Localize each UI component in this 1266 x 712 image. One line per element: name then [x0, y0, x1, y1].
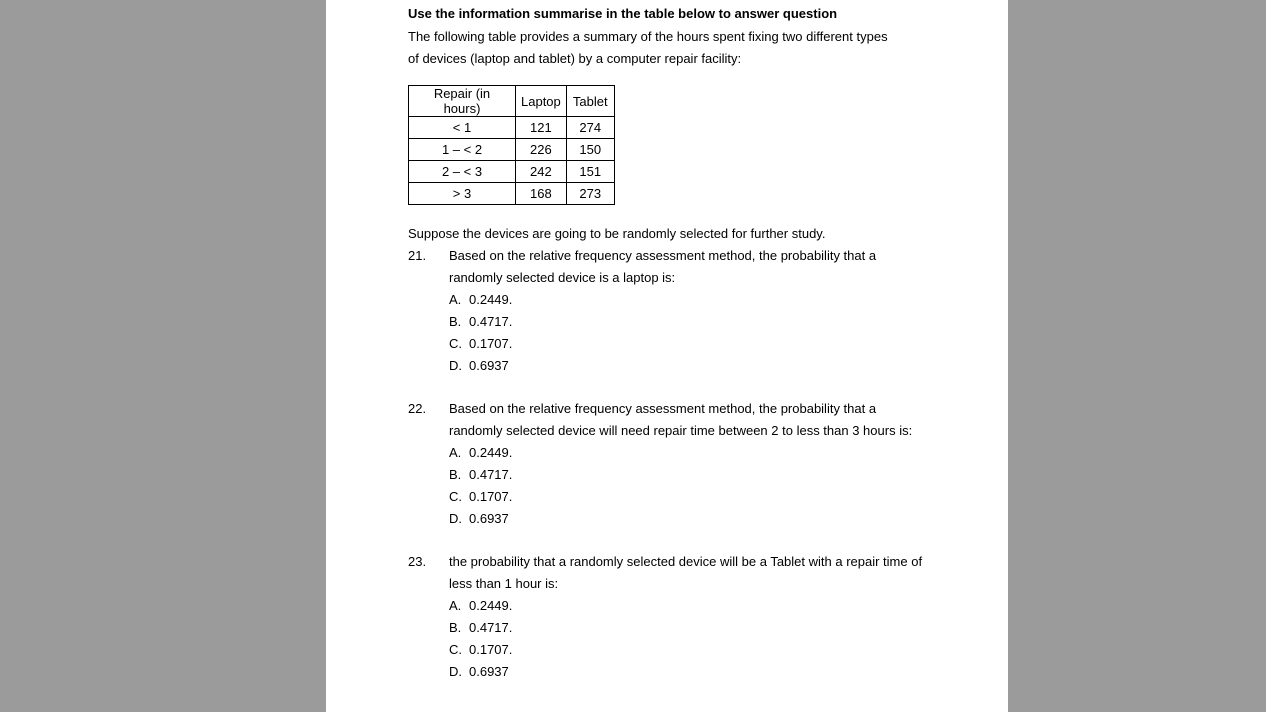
- repair-hours-table: [408, 85, 615, 205]
- option-letter: D.: [449, 511, 462, 526]
- table-row: [409, 183, 615, 205]
- option-value: 0.2449.: [469, 598, 513, 613]
- option-value: 0.2449.: [469, 445, 513, 460]
- answer-options: [449, 289, 968, 377]
- column-header-tablet: Tablet: [566, 86, 614, 117]
- option-value: 0.1707.: [469, 642, 513, 657]
- table-row: [409, 117, 615, 139]
- option-value: 0.2449.: [469, 292, 513, 307]
- supposition-text: Suppose the devices are going to be randomly selected for further study.: [408, 226, 826, 241]
- repair-range-cell: < 1: [409, 117, 516, 139]
- laptop-count-cell: 226: [516, 139, 567, 161]
- option-letter: B.: [449, 314, 462, 329]
- option-value: 0.4717.: [469, 620, 513, 635]
- answer-option: [449, 333, 968, 355]
- table-row: [409, 139, 615, 161]
- option-letter: B.: [449, 467, 462, 482]
- option-letter: A.: [449, 598, 462, 613]
- option-letter: A.: [449, 445, 462, 460]
- question-number: 21.: [408, 248, 427, 263]
- option-letter: B.: [449, 620, 462, 635]
- question-number: 23.: [408, 554, 427, 569]
- page-content: [408, 4, 968, 683]
- section-heading: Use the information summarise in the table below to answer question: [408, 6, 838, 21]
- answer-option: [449, 617, 968, 639]
- tablet-count-cell: 274: [566, 117, 614, 139]
- repair-range-cell: > 3: [409, 183, 516, 205]
- answer-option: [449, 311, 968, 333]
- question-text: Based on the relative frequency assessment method, the probability that a randomly selected device will need repair time between 2 to less than 3 hours is:: [449, 401, 913, 438]
- laptop-count-cell: 168: [516, 183, 567, 205]
- option-value: 0.6937: [469, 511, 509, 526]
- question-21: [408, 245, 968, 377]
- table-row: [409, 161, 615, 183]
- question-22: [408, 398, 968, 530]
- option-letter: C.: [449, 489, 462, 504]
- option-value: 0.1707.: [469, 336, 513, 351]
- answer-option: [449, 289, 968, 311]
- question-text: the probability that a randomly selected device will be a Tablet with a repair time of less than 1 hour is:: [449, 554, 923, 591]
- answer-option: [449, 508, 968, 530]
- answer-option: [449, 464, 968, 486]
- tablet-count-cell: 150: [566, 139, 614, 161]
- intro-paragraph: The following table provides a summary of the hours spent fixing two different types of devices (laptop and tablet) by a computer repair facility:: [408, 29, 888, 66]
- laptop-count-cell: 121: [516, 117, 567, 139]
- option-value: 0.6937: [469, 664, 509, 679]
- answer-options: [449, 595, 968, 683]
- document-page: [326, 0, 1008, 712]
- answer-option: [449, 486, 968, 508]
- option-value: 0.4717.: [469, 467, 513, 482]
- option-value: 0.6937: [469, 358, 509, 373]
- question-text: Based on the relative frequency assessment method, the probability that a randomly selected device is a laptop is:: [449, 248, 877, 285]
- column-header-repair: Repair (in hours): [409, 86, 516, 117]
- answer-option: [449, 661, 968, 683]
- option-value: 0.1707.: [469, 489, 513, 504]
- option-letter: C.: [449, 642, 462, 657]
- answer-option: [449, 639, 968, 661]
- question-23: [408, 551, 968, 683]
- option-letter: D.: [449, 664, 462, 679]
- answer-option: [449, 595, 968, 617]
- tablet-count-cell: 273: [566, 183, 614, 205]
- option-letter: C.: [449, 336, 462, 351]
- laptop-count-cell: 242: [516, 161, 567, 183]
- option-value: 0.4717.: [469, 314, 513, 329]
- option-letter: D.: [449, 358, 462, 373]
- repair-range-cell: 2 – < 3: [409, 161, 516, 183]
- answer-option: [449, 355, 968, 377]
- column-header-laptop: Laptop: [516, 86, 567, 117]
- option-letter: A.: [449, 292, 462, 307]
- repair-range-cell: 1 – < 2: [409, 139, 516, 161]
- answer-option: [449, 442, 968, 464]
- question-number: 22.: [408, 401, 427, 416]
- table-header-row: [409, 86, 615, 117]
- answer-options: [449, 442, 968, 530]
- tablet-count-cell: 151: [566, 161, 614, 183]
